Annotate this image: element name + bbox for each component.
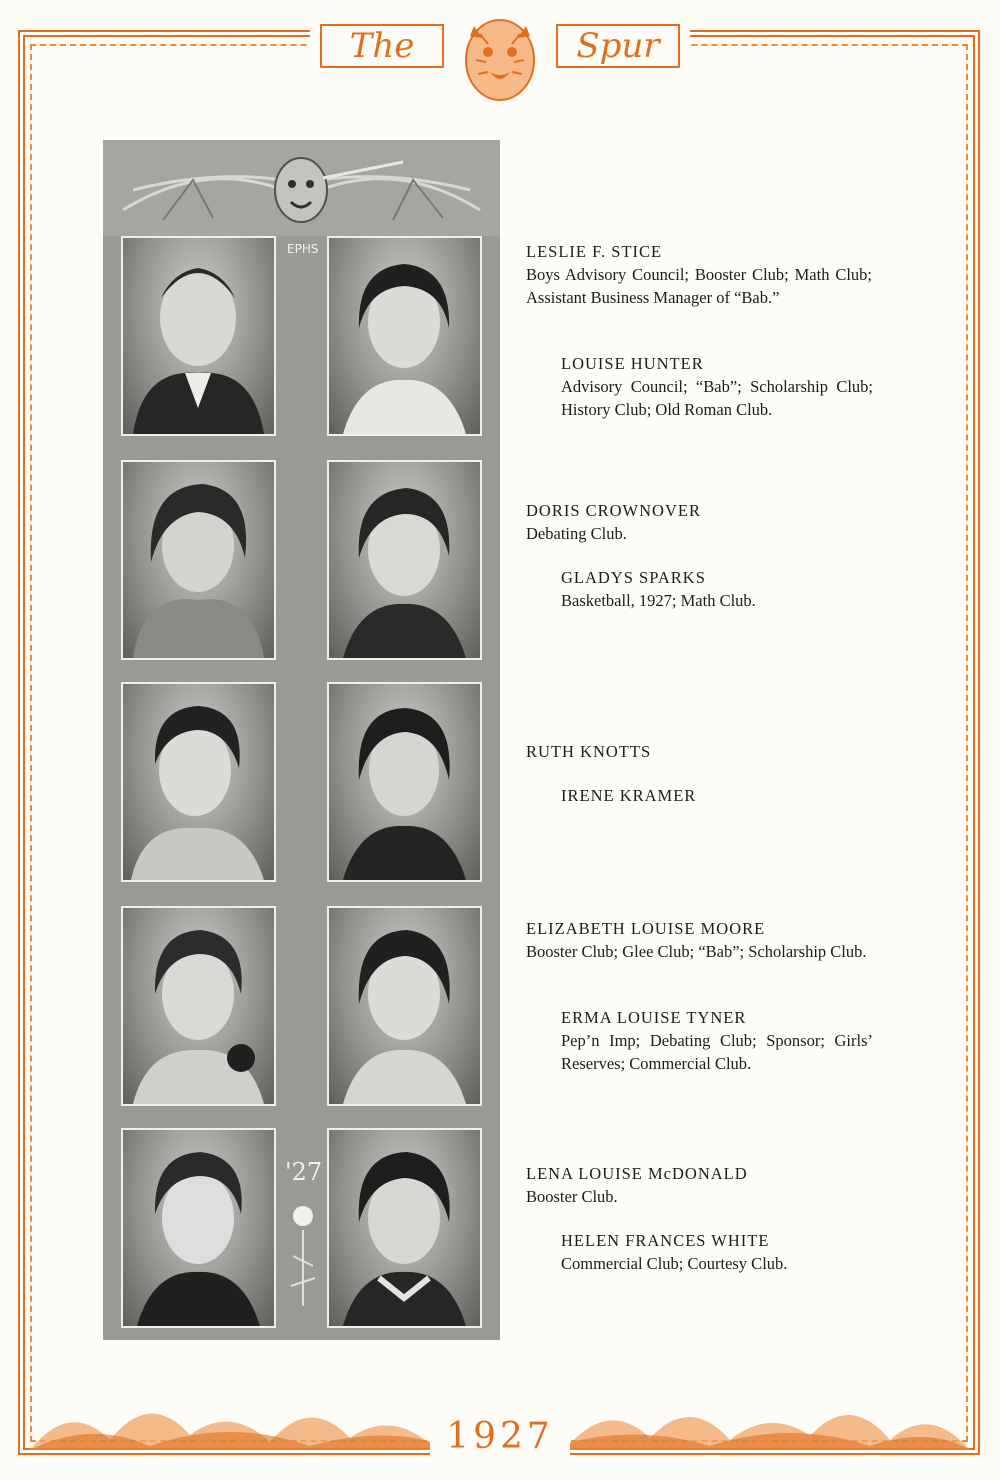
tiger-head-icon — [460, 14, 540, 106]
entry-irene-kramer — [561, 784, 873, 807]
photo-panel — [103, 140, 500, 1340]
entry-name: IRENE KRAMER — [561, 786, 697, 805]
tennis-racket-icon — [285, 1186, 321, 1316]
portrait-irene-kramer — [327, 682, 482, 882]
class-year-mark — [285, 1158, 321, 1338]
entry-leslie-stice — [526, 240, 872, 309]
portrait-gladys-sparks — [327, 460, 482, 660]
portrait-lena-mcdonald — [121, 1128, 276, 1328]
entry-louise-hunter — [561, 352, 873, 421]
tiger-banner-icon — [103, 140, 500, 236]
school-monogram: EPHS — [287, 242, 319, 256]
entry-desc: Basketball, 1927; Math Club. — [561, 591, 756, 610]
entry-name: DORIS CROWNOVER — [526, 501, 701, 520]
entry-desc: Advisory Council; “Bab”; Scholarship Club; History Club; Old Roman Club. — [561, 377, 873, 419]
entry-doris-crownover — [526, 499, 872, 545]
portrait-elizabeth-moore — [121, 906, 276, 1106]
entry-name: ELIZABETH LOUISE MOORE — [526, 919, 766, 938]
entry-name: HELEN FRANCES WHITE — [561, 1231, 770, 1250]
entry-lena-mcdonald — [526, 1162, 872, 1208]
portrait-erma-tyner — [327, 906, 482, 1106]
entry-elizabeth-moore — [526, 917, 872, 963]
entry-desc: Booster Club. — [526, 1187, 618, 1206]
entry-name: LOUISE HUNTER — [561, 354, 704, 373]
entry-name: GLADYS SPARKS — [561, 568, 706, 587]
footer-year: 1927 — [446, 1416, 554, 1457]
portrait-helen-white — [327, 1128, 482, 1328]
entry-name: LESLIE F. STICE — [526, 242, 663, 261]
portrait-leslie-stice — [121, 236, 276, 436]
entry-erma-tyner — [561, 1006, 873, 1075]
entry-desc: Commercial Club; Courtesy Club. — [561, 1254, 788, 1273]
entry-gladys-sparks — [561, 566, 873, 612]
entry-name: ERMA LOUISE TYNER — [561, 1008, 747, 1027]
portrait-ruth-knotts — [121, 682, 276, 882]
title-left: The — [320, 24, 444, 68]
class-year-label: '27 — [285, 1158, 323, 1186]
portrait-doris-crownover — [121, 460, 276, 660]
entry-desc: Debating Club. — [526, 524, 627, 543]
portrait-louise-hunter — [327, 236, 482, 436]
header-title — [310, 14, 690, 76]
entry-name: LENA LOUISE McDONALD — [526, 1164, 748, 1183]
entry-name: RUTH KNOTTS — [526, 742, 652, 761]
footer-year-plate — [430, 1410, 570, 1466]
entry-desc: Pep’n Imp; Debating Club; Sponsor; Girls’ Reserves; Commercial Club. — [561, 1031, 873, 1073]
title-right: Spur — [556, 24, 680, 68]
entry-desc: Boys Advisory Council; Booster Club; Math Club; Assistant Business Manager of “Bab.” — [526, 265, 872, 307]
entry-desc: Booster Club; Glee Club; “Bab”; Scholarship Club. — [526, 942, 867, 961]
entry-helen-white — [561, 1229, 873, 1275]
entry-ruth-knotts — [526, 740, 872, 763]
